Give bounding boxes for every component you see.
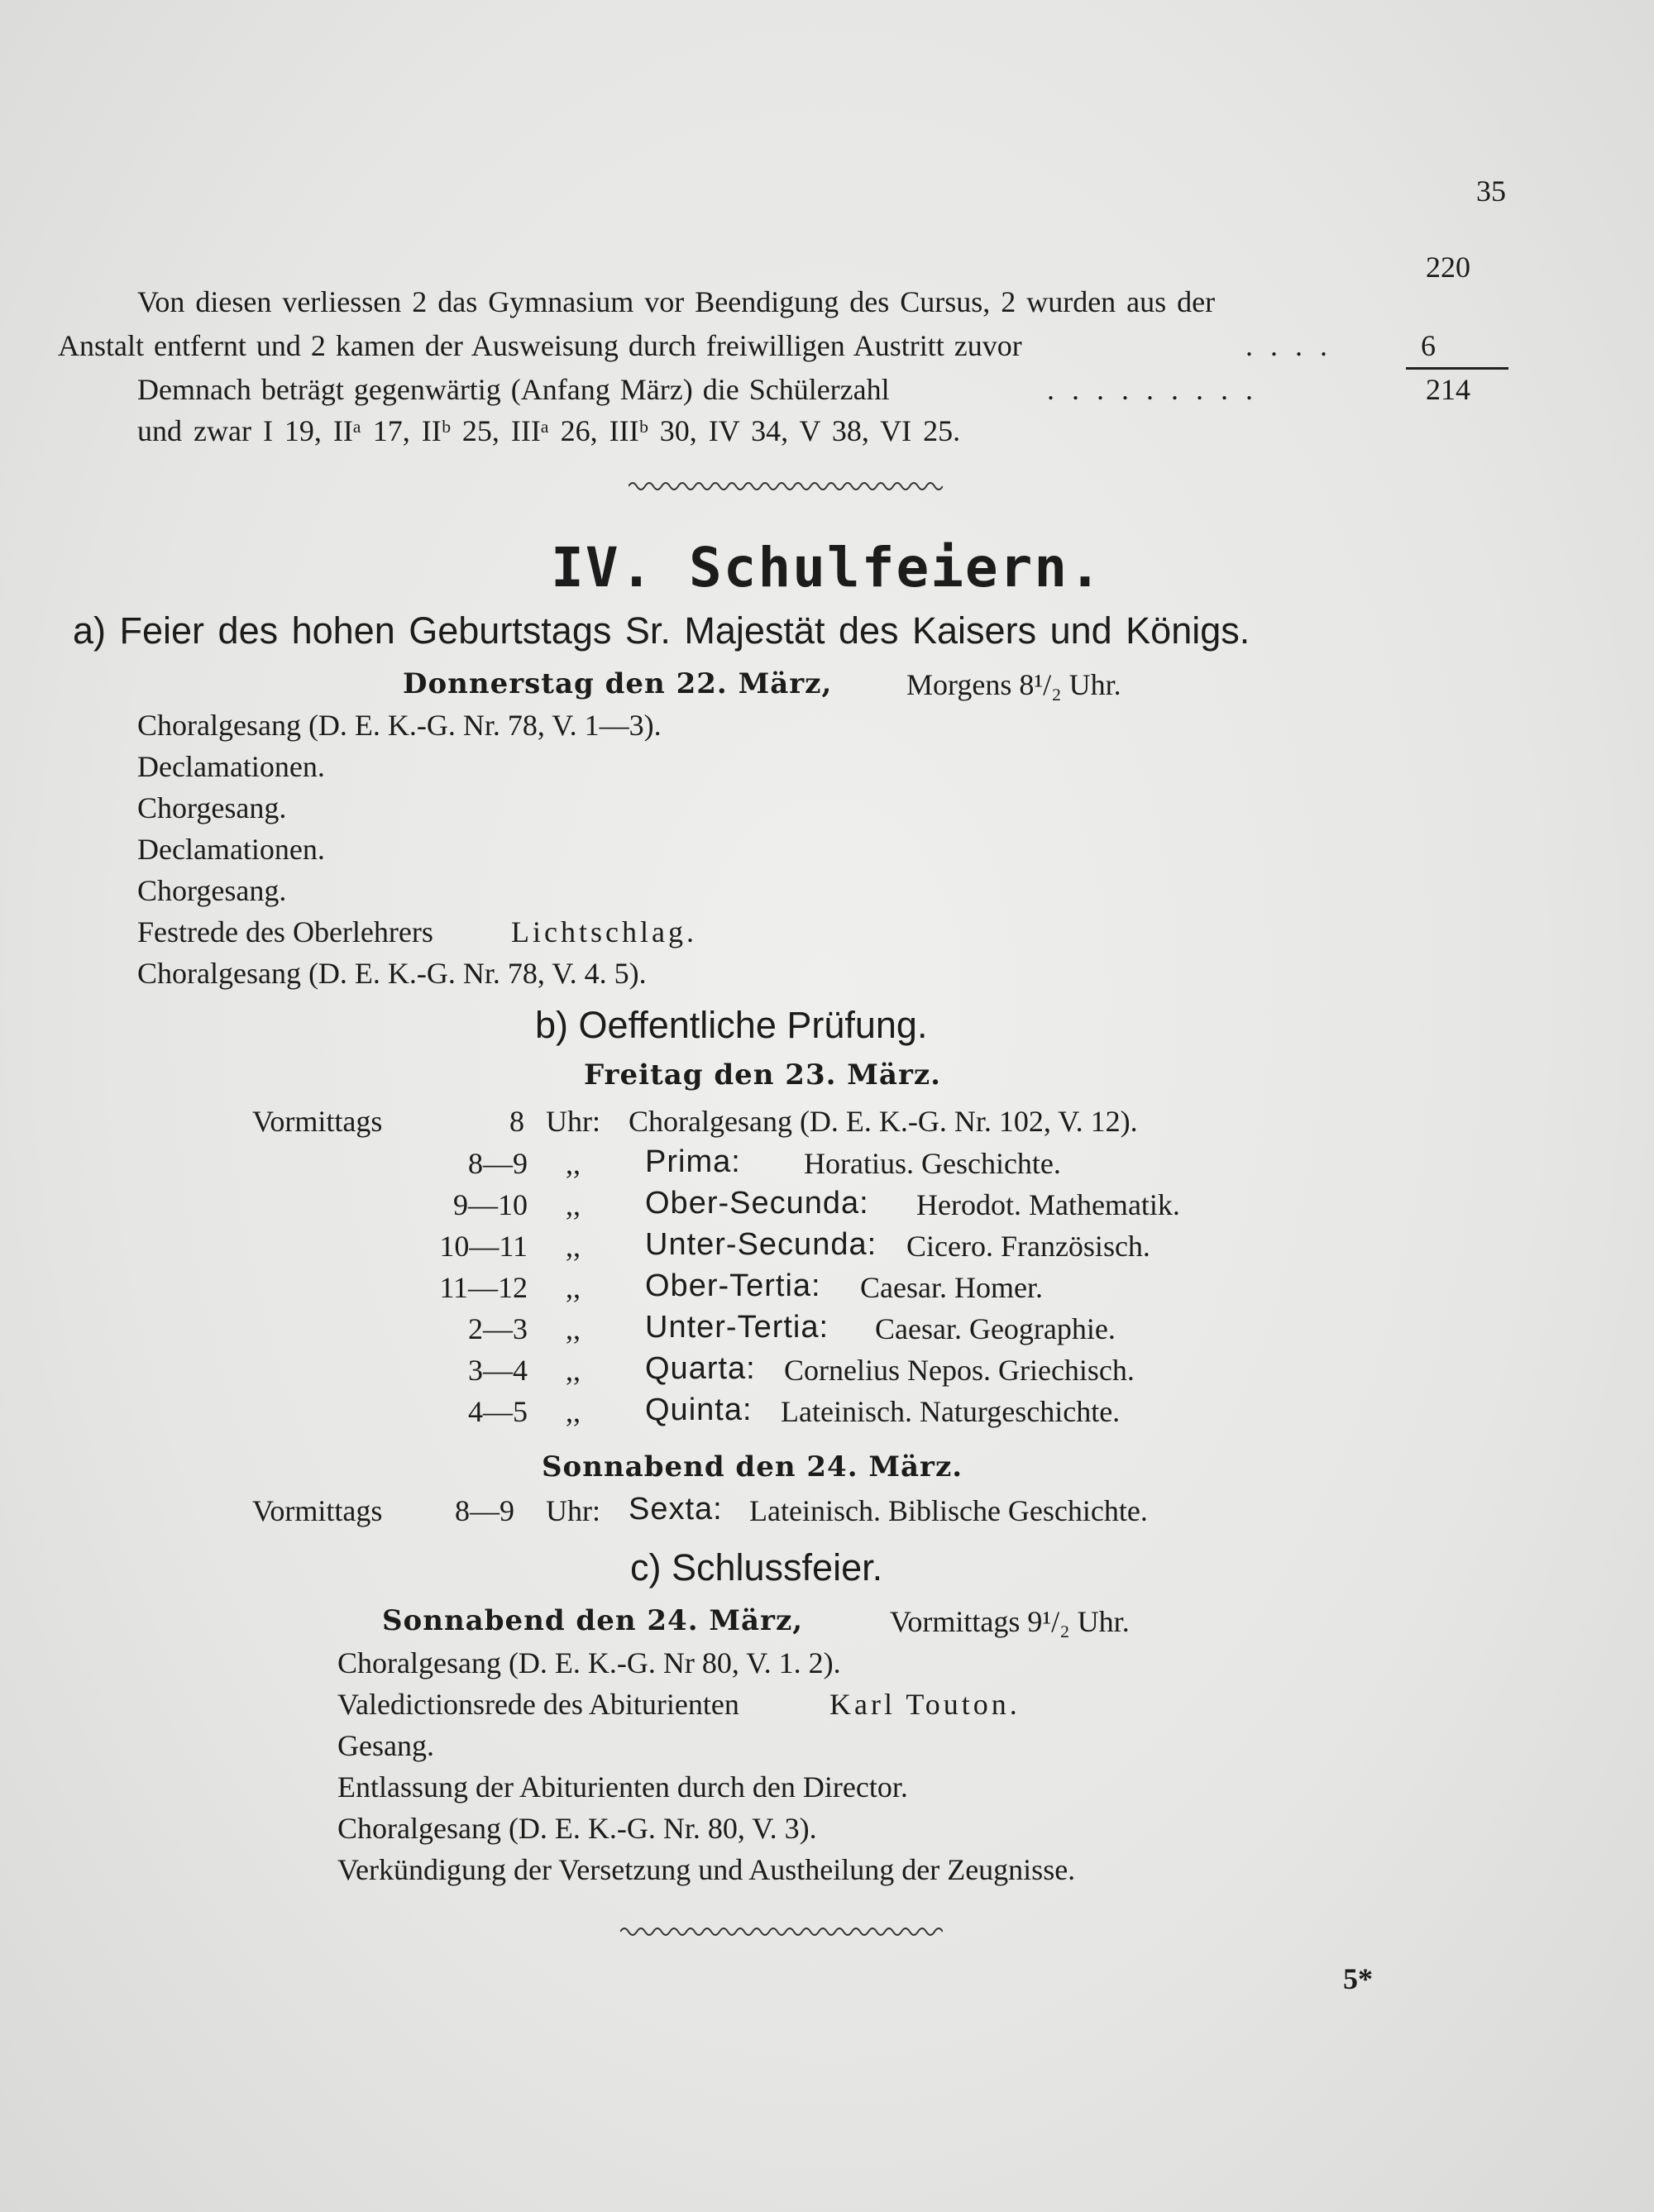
section-title: IV. Schulfeiern. — [551, 536, 1103, 600]
exam-subjects: Horatius. Geschichte. — [804, 1147, 1061, 1180]
exam-subjects: Caesar. Homer. — [860, 1271, 1043, 1304]
exam-subjects: Lateinisch. Naturgeschichte. — [781, 1395, 1121, 1428]
part-c-item: Choralgesang (D. E. K.-G. Nr 80, V. 1. 2). — [337, 1646, 841, 1679]
part-c-item: Gesang. — [337, 1729, 434, 1762]
first-uhr: Uhr: — [546, 1105, 600, 1138]
exam-time: 9—10 — [453, 1188, 528, 1221]
wavy-divider-top — [629, 478, 943, 494]
intro-line-2-value: 6 — [1421, 329, 1436, 362]
ditto-mark: ,, — [566, 1230, 581, 1263]
part-a-item: Chorgesang. — [137, 874, 287, 907]
part-c-item: Entlassung der Abiturienten durch den Director. — [337, 1770, 908, 1804]
part-a-item: Declamationen. — [137, 750, 325, 783]
count-before: 220 — [1426, 251, 1470, 284]
first-time: 8 — [509, 1105, 524, 1138]
session2-subjects: Lateinisch. Biblische Geschichte. — [749, 1494, 1148, 1527]
wavy-divider-bottom — [620, 1923, 943, 1940]
exam-time: 11—12 — [439, 1271, 528, 1304]
ditto-mark: ,, — [566, 1395, 581, 1428]
exam-time: 2—3 — [468, 1312, 528, 1345]
part-a-item: Declamationen. — [137, 833, 325, 866]
part-a-date: Donnerstag den 22. März, — [403, 667, 833, 700]
intro-line-4: und zwar I 19, IIᵃ 17, IIᵇ 25, IIIᵃ 26, IIIᵇ 30, IV 34, V 38, VI 25. — [137, 414, 961, 447]
part-c-time: Vormittags 9¹/₂ Uhr. — [890, 1605, 1130, 1638]
session2-time: 8—9 — [455, 1494, 514, 1527]
exam-class: Unter-Tertia: — [645, 1310, 829, 1345]
ditto-mark: ,, — [566, 1188, 581, 1221]
ditto-mark: ,, — [566, 1147, 581, 1180]
exam-class: Ober-Secunda: — [645, 1186, 869, 1221]
part-b-day2: Sonnabend den 24. März. — [542, 1450, 963, 1483]
session2-class: Sexta: — [629, 1492, 723, 1526]
session-label: Vormittags — [252, 1105, 383, 1138]
exam-class: Unter-Secunda: — [645, 1227, 877, 1262]
part-b-day1: Freitag den 23. März. — [584, 1058, 942, 1092]
part-c-item: Verkündigung der Versetzung und Austheilung der Zeugnisse. — [337, 1853, 1076, 1886]
ditto-mark: ,, — [566, 1312, 581, 1345]
intro-line-2-dots: . . . . — [1245, 329, 1332, 362]
exam-subjects: Caesar. Geographie. — [875, 1312, 1116, 1345]
session2-label: Vormittags — [252, 1494, 383, 1527]
exam-class: Prima: — [645, 1144, 741, 1179]
intro-line-3-dots: . . . . . . . . . — [1047, 373, 1258, 406]
ditto-mark: ,, — [566, 1354, 581, 1387]
signature-mark: 5* — [1343, 1962, 1373, 1995]
exam-class: Ober-Tertia: — [645, 1268, 821, 1303]
intro-line-2: Anstalt entfernt und 2 kamen der Ausweisung durch freiwilligen Austritt zuvor — [58, 329, 1022, 362]
part-a-item: Chorgesang. — [137, 791, 287, 824]
intro-line-3: Demnach beträgt gegenwärtig (Anfang März) die Schülerzahl — [137, 373, 890, 406]
ditto-mark: ,, — [566, 1271, 581, 1304]
exam-time: 10—11 — [439, 1230, 528, 1263]
part-b-heading: b) Oeffentliche Prüfung. — [535, 1004, 928, 1046]
part-c-date: Sonnabend den 24. März, — [382, 1604, 804, 1637]
exam-time: 4—5 — [468, 1395, 528, 1428]
page-number: 35 — [1476, 174, 1506, 208]
exam-class: Quinta: — [645, 1393, 753, 1427]
exam-time: 3—4 — [468, 1354, 528, 1387]
intro-line-3-value: 214 — [1426, 373, 1470, 406]
exam-class: Quarta: — [645, 1351, 756, 1386]
part-a-item: Choralgesang (D. E. K.-G. Nr. 78, V. 4. 5). — [137, 957, 647, 990]
session2-uhr: Uhr: — [546, 1494, 600, 1527]
part-a-speaker: Lichtschlag. — [511, 915, 697, 948]
part-a-item: Festrede des Oberlehrers — [137, 915, 433, 948]
exam-time: 8—9 — [468, 1147, 528, 1180]
part-c-item: Choralgesang (D. E. K.-G. Nr. 80, V. 3). — [337, 1812, 817, 1845]
first-exam-text: Choralgesang (D. E. K.-G. Nr. 102, V. 12). — [629, 1105, 1138, 1138]
sum-rule — [1406, 367, 1508, 370]
exam-subjects: Cornelius Nepos. Griechisch. — [784, 1354, 1135, 1387]
part-a-heading: a) Feier des hohen Geburtstags Sr. Majestät des Kaisers und Königs. — [73, 609, 1250, 652]
part-c-item: Valedictionsrede des Abiturienten — [337, 1688, 739, 1721]
intro-line-1: Von diesen verliessen 2 das Gymnasium vor Beendigung des Cursus, 2 wurden aus der — [137, 285, 1216, 318]
part-a-time: Morgens 8¹/₂ Uhr. — [906, 668, 1121, 701]
part-c-heading: c) Schlussfeier. — [630, 1546, 883, 1589]
part-c-graduate: Karl Touton. — [829, 1688, 1021, 1721]
part-a-item: Choralgesang (D. E. K.-G. Nr. 78, V. 1—3). — [137, 709, 662, 742]
exam-subjects: Herodot. Mathematik. — [916, 1188, 1180, 1221]
exam-subjects: Cicero. Französisch. — [906, 1230, 1150, 1263]
